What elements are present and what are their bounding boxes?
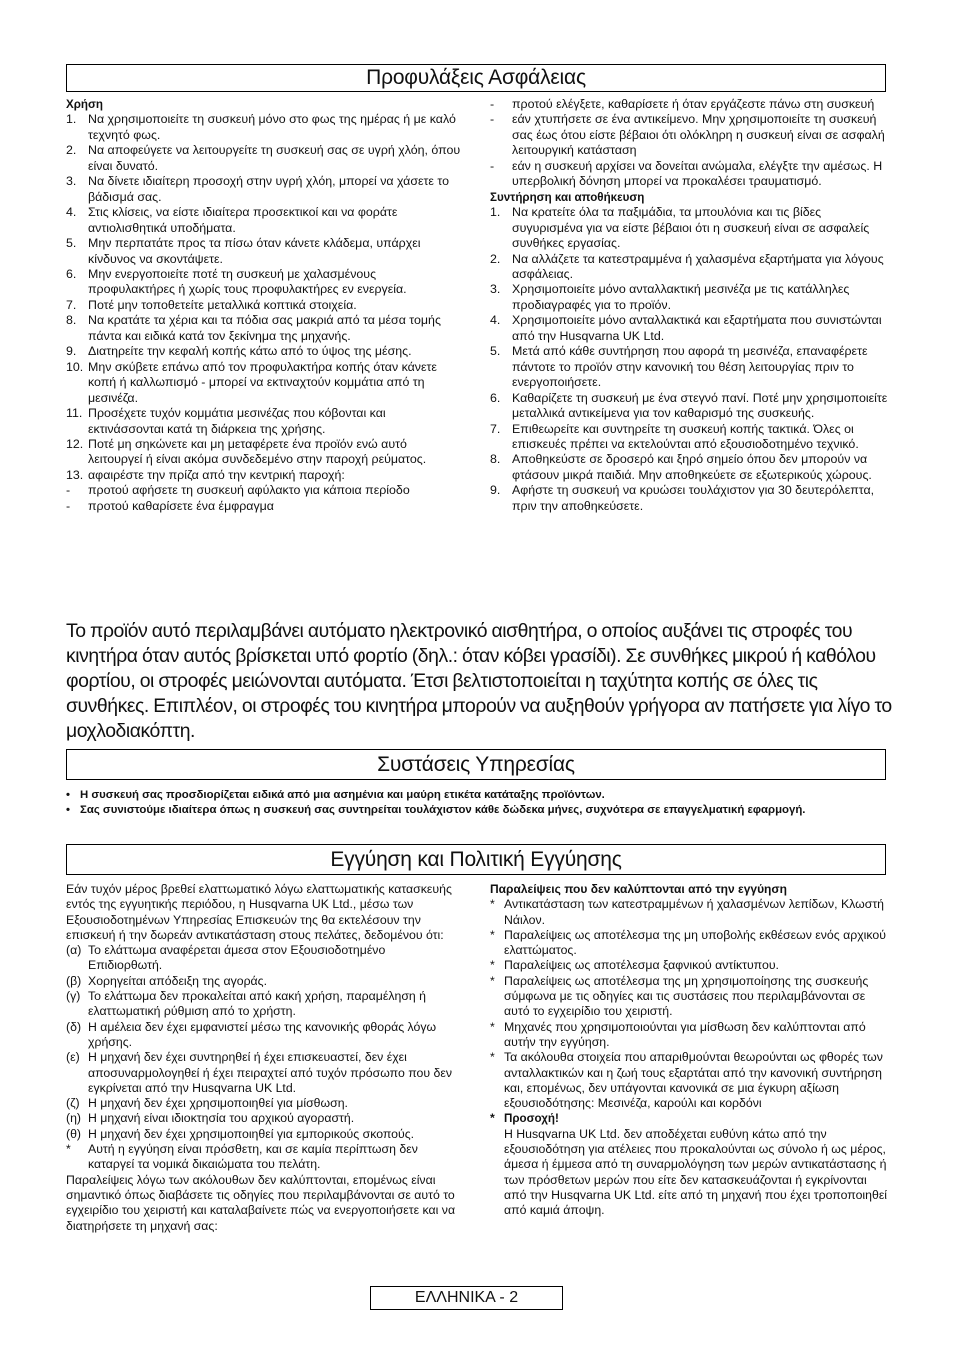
page-footer: ΕΛΛΗΝΙΚΑ - 2 xyxy=(370,1286,563,1310)
list-item xyxy=(66,1050,462,1096)
item-text: Η συσκευή σας προσδιορίζεται ειδικά από μια ασημένια και μαύρη ετικέτα κατάταξης προϊόντων. xyxy=(80,789,605,801)
attention-note xyxy=(490,1111,892,1218)
list-item xyxy=(490,205,892,251)
item-number: 5. xyxy=(66,236,77,251)
item-number: 3. xyxy=(490,282,501,297)
list-item xyxy=(66,267,462,298)
list-item xyxy=(490,974,892,1020)
bullet-marker: * xyxy=(490,958,495,973)
item-text: αφαιρέστε την πρίζα από την κεντρική παροχή: xyxy=(88,467,345,482)
list-item xyxy=(490,97,892,112)
item-number: 3. xyxy=(66,174,77,189)
list-item xyxy=(490,391,892,422)
unplug-list-right xyxy=(490,97,892,190)
item-number: (θ) xyxy=(66,1126,82,1141)
service-title: Συστάσεις Υπηρεσίας xyxy=(66,749,886,780)
list-item xyxy=(66,974,462,989)
item-text: Αφήστε τη συσκευή να κρυώσει τουλάχιστον για 30 δευτερόλεπτα, πριν την αποθηκεύσετε. xyxy=(512,483,875,513)
list-item xyxy=(66,437,462,468)
bullet-marker: - xyxy=(490,112,495,127)
list-item xyxy=(66,112,462,143)
bullet-marker: - xyxy=(490,97,495,111)
bullet-marker: * xyxy=(490,1019,495,1034)
item-text: Αντικατάσταση των κατεστραμμένων ή χαλασμένων λεπίδων, Κλωστή Νάιλον. xyxy=(504,897,885,927)
item-text: Παραλείψεις ως αποτέλεσμα της μη υποβολής εκθέσεων ενός αρχικού ελαττώματος. xyxy=(504,927,886,958)
item-text: Η μηχανή δεν έχει χρησιμοποιηθεί για εμπορικούς σκοπούς. xyxy=(88,1126,415,1141)
item-text: Σας συνιστούμε ιδιαίτερα όπως η συσκευή σας συντηρείται τουλάχιστον κάθε δώδεκα μήνες, συχνότερα σε επαγγελματική εφαρμογή. xyxy=(80,804,806,816)
list-item xyxy=(66,313,462,344)
item-text: Παραλείψεις ως αποτέλεσμα ξαφνικού αντίκτυπου. xyxy=(504,958,779,973)
item-text: εάν η συσκευή αρχίσει να δονείται ανώμαλα, ελέγξτε την αμέσως. Η υπερβολική δόνηση μπορεί να προκαλέσει τραυματισμό. xyxy=(512,158,883,189)
item-text: Διατηρείτε την κεφαλή κοπής κάτω από το ύψος της μέσης. xyxy=(88,344,412,359)
item-number: (β) xyxy=(66,973,82,988)
list-item xyxy=(66,360,462,406)
item-number: (δ) xyxy=(66,1019,82,1034)
item-text: προτού ελέγξετε, καθαρίσετε ή όταν εργάζεστε πάνω στη συσκευή xyxy=(512,97,875,111)
list-item xyxy=(66,298,462,313)
item-text: Τα ακόλουθα στοιχεία που απαριθμούνται θεωρούνται ως φθορές των ανταλλακτικών και η ζωή τους εξαρτάται από την κανονική συντήρηση και, επομένως, δεν υπάγονται κανονικά σε μια έγκυρη αξίωση εξουσιοδότησης: Μεσινέζα, καρούλι και κορδόνι xyxy=(504,1050,883,1111)
list-item xyxy=(66,943,462,974)
list-item xyxy=(66,483,462,498)
item-text: Η μηχανή δεν έχει συντηρηθεί ή έχει επισκευαστεί, δεν έχει αποσυναρμολογηθεί ή έχει πειραχτεί από τυχόν πρόσωπο που δεν εγκρίνεται από την Husqvarna UK Ltd. xyxy=(88,1050,452,1095)
item-text: Χρησιμοποιείτε μόνο ανταλλακτική μεσινέζα με τις κατάλληλες προδιαγραφές για το προϊόν. xyxy=(512,282,850,312)
list-item xyxy=(66,1127,462,1142)
list-item xyxy=(490,282,892,313)
item-number: 1. xyxy=(66,112,77,127)
list-item xyxy=(66,236,462,267)
item-number: 10. xyxy=(66,359,84,374)
item-text: Να αποφεύγετε να λειτουργείτε τη συσκευή σας σε υγρή χλόη, όπου είναι δυνατό. xyxy=(88,143,461,173)
list-item xyxy=(66,143,462,174)
item-number: 12. xyxy=(66,436,84,451)
item-number: 7. xyxy=(66,297,77,312)
item-number: 7. xyxy=(490,421,501,436)
bullet-marker: • xyxy=(66,789,70,801)
list-item xyxy=(490,112,892,158)
list-item xyxy=(490,344,892,390)
item-number: 13. xyxy=(66,467,84,482)
list-item xyxy=(490,422,892,453)
item-text: προτού καθαρίσετε ένα έμφραγμα xyxy=(88,498,274,513)
item-number: 4. xyxy=(490,313,501,328)
item-text: Η αμέλεια δεν έχει εμφανιστεί μέσω της κανονικής φθοράς λόγω χρήσης. xyxy=(88,1019,437,1049)
sensor-notice: Το προϊόν αυτό περιλαμβάνει αυτόματο ηλεκτρονικό αισθητήρα, ο οποίος αυξάνει τις στροφές του κινητήρα όταν αυτός βρίσκεται υπό φορτίο (δηλ.: όταν κόβει γρασίδι). Σε συνθήκες μικρού ή καθόλου φορτίου, οι στροφές μειώνονται αυτόματα. Έτσι βελτιστοποιείται η ταχύτητα κοπής σε όλες τις συνθήκες. Επιπλέον, οι στροφές του κινητήρα μπορούν να αυξηθούν γρήγορα αν πατήσετε για λίγο το μοχλοδιακόπτη. xyxy=(66,620,892,742)
item-text: Παραλείψεις ως αποτέλεσμα της μη χρησιμοποίησης της συσκευής σύμφωνα με τις οδηγίες και τις συστάσεις που περιλαμβάνονται σε αυτό το εγχειρίδιο του χειριστή. xyxy=(504,973,869,1019)
item-text: Ποτέ μην τοποθετείτε μεταλλικά κοπτικά στοιχεία. xyxy=(88,297,357,312)
list-item xyxy=(66,1020,462,1051)
attention-text: Η Husqvarna UK Ltd. δεν αποδέχεται ευθύνη κάτω από την εξουσιοδότηση για ατέλειες που προκαλούνται ως σύνολο ή ως μέρος, άμεσα ή έμμεσα από τη συναρμολόγηση των μερών αντικατάστασης ή των πρόσθετων μερών που είτε δεν κατασκευάζονται ή εγκρίνονται από την Husqvarna UK Ltd. είτε από τη μηχανή που έχει τροποποιηθεί από καμιά άποψη. xyxy=(504,1126,888,1218)
item-number: 6. xyxy=(490,390,501,405)
use-list xyxy=(66,112,462,483)
exclusions-heading: Παραλείψεις που δεν καλύπτονται από την εγγύηση xyxy=(490,882,787,896)
safety-right-column xyxy=(490,97,892,514)
list-item xyxy=(66,1096,462,1111)
item-text: Να αλλάζετε τα κατεστραμμένα ή χαλασμένα εξαρτήματα για λόγους ασφάλειας. xyxy=(512,251,884,281)
warranty-conditions xyxy=(66,943,462,1172)
item-text: Να κρατάτε τα χέρια και τα πόδια σας μακριά από τα μέσα τομής πάντα και ειδικά κατά τον ξεκίνημα της μηχανής. xyxy=(88,313,441,343)
exclusions-list xyxy=(490,897,892,1111)
list-item xyxy=(66,406,462,437)
bullet-marker: * xyxy=(490,1050,495,1065)
list-item xyxy=(66,788,896,803)
list-item xyxy=(66,1111,462,1126)
item-number: 2. xyxy=(490,251,501,266)
item-number: 4. xyxy=(66,205,77,220)
maintenance-list xyxy=(490,205,892,514)
item-text: Η μηχανή είναι ιδιοκτησία του αρχικού αγοραστή. xyxy=(88,1111,355,1126)
item-text: Μην σκύβετε επάνω από τον προφυλακτήρα κοπής όταν κάνετε κοπή ή καλλωπισμό - μπορεί να εκτιναχτούν κομμάτια από τη μεσινέζα. xyxy=(88,359,437,405)
item-text: Αποθηκεύστε σε δροσερό και ξηρό σημείο όπου δεν μπορούν να φτάσουν μικρά παιδιά. Μην αποθηκεύετε σε εξωτερικούς χώρους. xyxy=(512,452,872,482)
item-number: 11. xyxy=(66,406,83,421)
item-text: Να κρατείτε όλα τα παξιμάδια, τα μπουλόνια και τις βίδες συγυρισμένα για να είστε βέβαιοι ότι η συσκευή είναι σε ασφαλείς συνθήκες εργασίας. xyxy=(512,205,870,251)
item-number: 8. xyxy=(66,313,77,328)
item-text: Μηχανές που χρησιμοποιούνται για μίσθωση δεν καλύπτονται από αυτήν την εγγύηση. xyxy=(504,1019,866,1049)
item-text: Το ελάττωμα δεν προκαλείται από κακή χρήση, παραμέληση ή ελαττωματική ρύθμιση από το χρήστη. xyxy=(88,989,427,1019)
item-text: Μετά από κάθε συντήρηση που αφορά τη μεσινέζα, επαναφέρετε πάντοτε το προϊόν στην κανονική του θέση λειτουργίας πριν το ενεργοποιήσετε. xyxy=(512,344,868,390)
bullet-marker: * xyxy=(490,973,495,988)
list-item xyxy=(490,252,892,283)
item-number: 9. xyxy=(66,344,77,359)
item-number: (ε) xyxy=(66,1050,80,1065)
warranty-left-column xyxy=(66,882,462,1234)
warranty-outro: Παραλείψεις λόγω των ακόλουθων δεν καλύπτονται, επομένως είναι σημαντικό όπως διαβάσετε τις οδηγίες που περιλαμβάνονται σε αυτό το εγχειρίδιο του χειριστή και καταλαβαίνετε πώς να ενεργοποιήσετε και να διατηρήσετε τη μηχανή σας: xyxy=(66,1172,456,1233)
item-number: 8. xyxy=(490,452,501,467)
list-item xyxy=(490,159,892,190)
bullet-marker: * xyxy=(490,897,495,912)
item-text: Στις κλίσεις, να είστε ιδιαίτερα προσεκτικοί και να φοράτε αντιολισθητικά υποδήματα. xyxy=(88,205,398,235)
list-item xyxy=(490,1050,892,1111)
list-item xyxy=(66,803,896,818)
item-text: Χρησιμοποιείτε μόνο ανταλλακτικά και εξαρτήματα που συνιστώνται από την Husqvarna UK Ltd. xyxy=(512,313,882,343)
safety-title: Προφυλάξεις Ασφάλειας xyxy=(66,64,886,92)
bullet-marker: - xyxy=(490,158,495,173)
item-number: 5. xyxy=(490,344,501,359)
item-number: * xyxy=(66,1142,71,1157)
item-text: Ποτέ μη σηκώνετε και μη μεταφέρετε ένα προϊόν ενώ αυτό λειτουργεί ή είναι ακόμα συνδεδεμένο στην παροχή ρεύματος. xyxy=(88,436,427,467)
item-number: 2. xyxy=(66,143,77,158)
item-text: Η μηχανή δεν έχει χρησιμοποιηθεί για μίσθωση. xyxy=(88,1096,348,1111)
list-item xyxy=(66,205,462,236)
list-item xyxy=(490,897,892,928)
unplug-list-left xyxy=(66,483,462,514)
item-text: Επιθεωρείτε και συντηρείτε τη συσκευή κοπής τακτικά. Όλες οι επισκευές πρέπει να εκτελούνται από εξουσιοδοτημένο τεχνικό. xyxy=(512,421,859,451)
asterisk-marker: * xyxy=(490,1111,495,1126)
list-item xyxy=(66,989,462,1020)
use-heading: Χρήση xyxy=(66,98,104,111)
attention-label: Προσοχή! xyxy=(504,1112,559,1126)
item-number: (η) xyxy=(66,1111,82,1126)
list-item xyxy=(490,483,892,514)
bullet-marker: - xyxy=(66,483,71,498)
item-text: Το ελάττωμα αναφέρεται άμεσα στον Εξουσιοδοτημένο Επιδιορθωτή. xyxy=(88,943,386,973)
item-number: 6. xyxy=(66,266,77,281)
list-item xyxy=(66,344,462,359)
bullet-marker: - xyxy=(66,498,71,513)
item-text: εάν χτυπήσετε σε ένα αντικείμενο. Μην χρησιμοποιείτε τη συσκευή σας έως ότου είστε βέβαιοι ότι ολόκληρη η συσκευή είναι σε ασφαλή λειτουργική κατάσταση xyxy=(512,112,885,158)
list-item xyxy=(66,468,462,483)
list-item xyxy=(490,928,892,959)
item-number: (ζ) xyxy=(66,1096,80,1111)
warranty-title: Εγγύηση και Πολιτική Εγγύησης xyxy=(66,844,886,875)
maintenance-heading: Συντήρηση και αποθήκευση xyxy=(490,190,645,204)
list-item xyxy=(490,313,892,344)
list-item xyxy=(490,958,892,973)
item-text: Αυτή η εγγύηση είναι πρόσθετη, και σε καμία περίπτωση δεν καταργεί τα νομικά δικαιώματα του πελάτη. xyxy=(88,1142,418,1172)
item-text: Χορηγείται απόδειξη της αγοράς. xyxy=(88,973,268,988)
list-item xyxy=(66,499,462,514)
list-item xyxy=(490,452,892,483)
list-item xyxy=(66,174,462,205)
item-text: προτού αφήσετε τη συσκευή αφύλακτο για κάποια περίοδο xyxy=(88,483,410,498)
list-item xyxy=(66,1142,462,1173)
list-item xyxy=(490,1020,892,1051)
bullet-marker: • xyxy=(66,804,70,816)
bullet-marker: * xyxy=(490,927,495,942)
item-text: Προσέχετε τυχόν κομμάτια μεσινέζας που κόβονται και εκτινάσσονται κατά τη διάρκεια της χρήσης. xyxy=(88,406,386,436)
service-bullets xyxy=(66,788,896,818)
safety-left-column xyxy=(66,97,462,514)
item-text: Μην περπατάτε προς τα πίσω όταν κάνετε κλάδεμα, υπάρχει κίνδυνος να σκοντάψετε. xyxy=(88,236,421,266)
item-number: (α) xyxy=(66,943,82,958)
item-number: 9. xyxy=(490,483,501,498)
warranty-intro: Εάν τυχόν μέρος βρεθεί ελαττωματικό λόγω ελαττωματικής κατασκευής εντός της εγγυητικής περιόδου, η Husqvarna UK Ltd., μέσω των Εξουσιοδοτημένων Υπηρεσίας Επισκευών της θα εκτελέσουν την επισκευή ή την δωρεάν αντικατάσταση στους πελάτες, δεδομένου ότι: xyxy=(66,882,452,942)
item-text: Καθαρίζετε τη συσκευή με ένα στεγνό πανί. Ποτέ μην χρησιμοποιείτε μεταλλικά αντικείμενα για τον καθαρισμό της συσκευής. xyxy=(512,390,888,421)
item-text: Να χρησιμοποιείτε τη συσκευή μόνο στο φως της ημέρας ή με καλό τεχνητό φως. xyxy=(88,112,456,142)
item-number: 1. xyxy=(490,205,501,220)
item-number: (γ) xyxy=(66,989,81,1004)
warranty-right-column xyxy=(490,882,892,1219)
item-text: Μην ενεργοποιείτε ποτέ τη συσκευή με χαλασμένους προφυλακτήρες ή χωρίς τους προφυλακτήρες εν ενεργεία. xyxy=(88,266,407,297)
item-text: Να δίνετε ιδιαίτερη προσοχή στην υγρή χλόη, μπορεί να χάσετε το βάδισμά σας. xyxy=(88,174,449,204)
